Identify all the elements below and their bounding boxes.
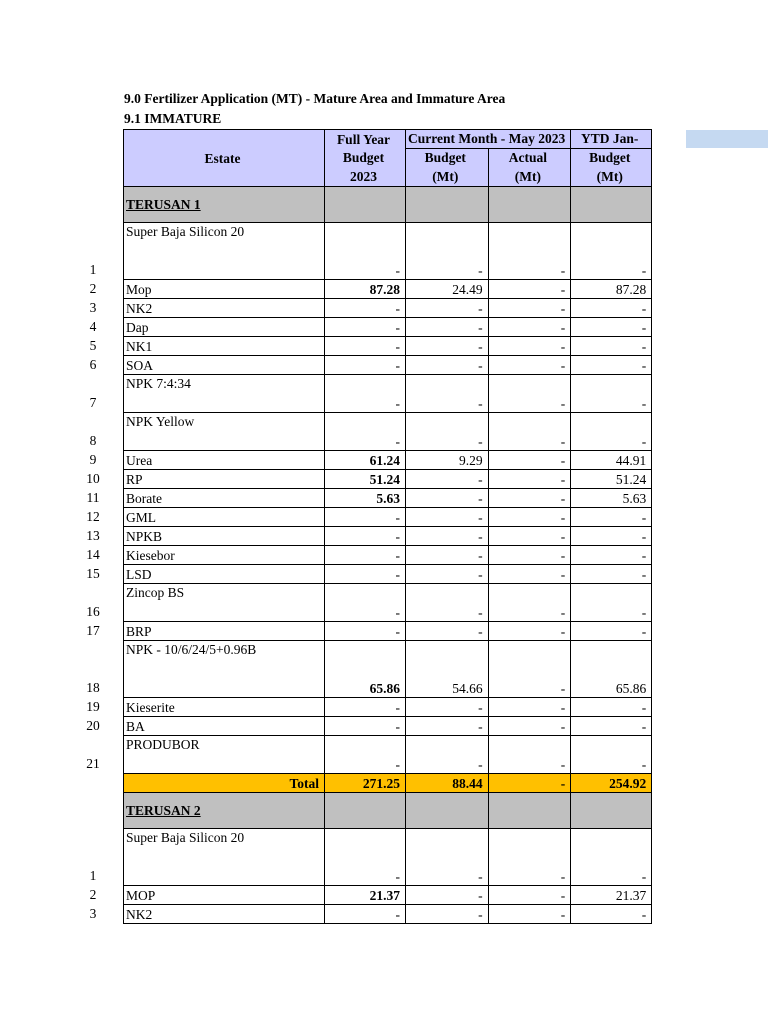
current-month-budget: - [406, 829, 489, 886]
row-number: 1 [89, 261, 97, 277]
full-year-budget: - [325, 829, 406, 886]
full-year-budget: - [325, 546, 406, 565]
current-month-budget: - [406, 413, 489, 451]
row-number: 15 [86, 565, 100, 581]
full-year-budget: - [325, 527, 406, 546]
current-month-actual: - [488, 546, 571, 565]
estate-row [124, 187, 652, 223]
current-month-budget: - [406, 318, 489, 337]
row-number: 4 [89, 318, 97, 334]
table-row [124, 546, 652, 565]
fertilizer-table [123, 129, 652, 924]
row-number: 3 [89, 905, 97, 921]
header-current-month: Current Month - May 2023 [406, 130, 571, 149]
table-row [124, 337, 652, 356]
table-row [124, 641, 652, 698]
ytd-budget: - [571, 565, 652, 584]
fertilizer-name: Kiesebor [124, 546, 325, 565]
current-month-actual: - [488, 905, 571, 924]
estate-row-cell [406, 793, 489, 829]
ytd-budget: - [571, 622, 652, 641]
current-month-budget: - [406, 886, 489, 905]
full-year-budget: 65.86 [325, 641, 406, 698]
fertilizer-name: GML [124, 508, 325, 527]
current-month-actual: - [488, 622, 571, 641]
fertilizer-name: BRP [124, 622, 325, 641]
header-ytd-budget: Budget [571, 148, 652, 167]
estate-row-cell [325, 793, 406, 829]
estate-row-cell [325, 187, 406, 223]
full-year-budget: - [325, 905, 406, 924]
row-number: 13 [86, 527, 100, 543]
current-month-budget: - [406, 565, 489, 584]
ytd-budget: - [571, 375, 652, 413]
ytd-budget: - [571, 299, 652, 318]
ytd-budget: - [571, 527, 652, 546]
ytd-budget: 44.91 [571, 451, 652, 470]
table-row [124, 905, 652, 924]
current-month-actual: - [488, 451, 571, 470]
fertilizer-name: NK1 [124, 337, 325, 356]
header-full-year-3: 2023 [325, 167, 406, 187]
header-unit: (Mt) [406, 167, 489, 187]
fertilizer-name: RP [124, 470, 325, 489]
total-cm-budget: 88.44 [406, 774, 489, 793]
fertilizer-name: SOA [124, 356, 325, 375]
current-month-budget: - [406, 356, 489, 375]
estate-name: TERUSAN 2 [124, 793, 325, 829]
row-number: 11 [86, 489, 100, 505]
full-year-budget: - [325, 584, 406, 622]
current-month-actual: - [488, 829, 571, 886]
current-month-actual: - [488, 527, 571, 546]
ytd-budget: - [571, 337, 652, 356]
ytd-budget: - [571, 829, 652, 886]
current-month-actual: - [488, 337, 571, 356]
current-month-actual: - [488, 565, 571, 584]
current-month-actual: - [488, 886, 571, 905]
table-row [124, 717, 652, 736]
table-row [124, 736, 652, 774]
row-number: 2 [89, 886, 97, 902]
full-year-budget: - [325, 413, 406, 451]
ytd-budget: - [571, 698, 652, 717]
ytd-budget: - [571, 508, 652, 527]
full-year-budget: - [325, 736, 406, 774]
full-year-budget: - [325, 565, 406, 584]
ytd-budget: 87.28 [571, 280, 652, 299]
ytd-budget: - [571, 413, 652, 451]
fertilizer-name: Mop [124, 280, 325, 299]
ytd-budget: - [571, 546, 652, 565]
full-year-budget: 21.37 [325, 886, 406, 905]
estate-name: TERUSAN 1 [124, 187, 325, 223]
table-row [124, 413, 652, 451]
row-number: 3 [89, 299, 97, 315]
ytd-budget: - [571, 223, 652, 280]
header-full-year-1: Full Year [325, 130, 406, 149]
full-year-budget: - [325, 698, 406, 717]
current-month-budget: - [406, 470, 489, 489]
full-year-budget: - [325, 356, 406, 375]
full-year-budget: - [325, 337, 406, 356]
total-cm-actual: - [488, 774, 571, 793]
current-month-actual: - [488, 508, 571, 527]
table-row [124, 886, 652, 905]
row-number: 9 [89, 451, 97, 467]
estate-row-cell [488, 187, 571, 223]
header-unit: (Mt) [571, 167, 652, 187]
full-year-budget: - [325, 375, 406, 413]
ytd-budget: - [571, 318, 652, 337]
fertilizer-name: MOP [124, 886, 325, 905]
full-year-budget: - [325, 223, 406, 280]
fertilizer-name: Zincop BS [124, 584, 325, 622]
table-row [124, 622, 652, 641]
current-month-actual: - [488, 299, 571, 318]
fertilizer-name: Super Baja Silicon 20 [124, 223, 325, 280]
header-cm-actual: Actual [488, 148, 571, 167]
row-number: 5 [89, 337, 97, 353]
header-cm-budget: Budget [406, 148, 489, 167]
row-number: 20 [86, 717, 100, 733]
ytd-budget: 21.37 [571, 886, 652, 905]
current-month-budget: 24.49 [406, 280, 489, 299]
ytd-budget: - [571, 584, 652, 622]
current-month-budget: - [406, 489, 489, 508]
current-month-actual: - [488, 280, 571, 299]
fertilizer-name: NK2 [124, 905, 325, 924]
fertilizer-name: Urea [124, 451, 325, 470]
table-row [124, 299, 652, 318]
row-number: 6 [89, 356, 97, 372]
full-year-budget: 51.24 [325, 470, 406, 489]
row-number: 8 [89, 432, 97, 448]
table-row [124, 451, 652, 470]
estate-row-cell [406, 187, 489, 223]
current-month-budget: 54.66 [406, 641, 489, 698]
row-number: 7 [89, 394, 97, 410]
table-row [124, 375, 652, 413]
fertilizer-name: NPK 7:4:34 [124, 375, 325, 413]
table-row [124, 565, 652, 584]
fertilizer-name: NPK Yellow [124, 413, 325, 451]
header-full-year-2: Budget [325, 148, 406, 167]
current-month-actual: - [488, 698, 571, 717]
current-month-budget: - [406, 299, 489, 318]
fertilizer-name: NK2 [124, 299, 325, 318]
table-row [124, 829, 652, 886]
current-month-actual: - [488, 736, 571, 774]
full-year-budget: 87.28 [325, 280, 406, 299]
table-row [124, 698, 652, 717]
table-row [124, 223, 652, 280]
full-year-budget: - [325, 622, 406, 641]
full-year-budget: 61.24 [325, 451, 406, 470]
header-unit: (Mt) [488, 167, 571, 187]
estate-row-cell [571, 793, 652, 829]
total-row [124, 774, 652, 793]
estate-row-cell [571, 187, 652, 223]
ytd-budget: - [571, 905, 652, 924]
current-month-budget: - [406, 223, 489, 280]
ytd-budget: 51.24 [571, 470, 652, 489]
current-month-budget: - [406, 527, 489, 546]
table-row [124, 508, 652, 527]
ytd-budget: 5.63 [571, 489, 652, 508]
fertilizer-name: BA [124, 717, 325, 736]
total-ytd: 254.92 [571, 774, 652, 793]
current-month-budget: - [406, 508, 489, 527]
ytd-budget: - [571, 717, 652, 736]
current-month-budget: - [406, 736, 489, 774]
row-number: 18 [86, 679, 100, 695]
current-month-actual: - [488, 223, 571, 280]
header-estate: Estate [124, 130, 325, 187]
table-row [124, 489, 652, 508]
total-label: Total [124, 774, 325, 793]
estate-row [124, 793, 652, 829]
subsection-title: 9.1 IMMATURE [124, 111, 222, 126]
fertilizer-name: LSD [124, 565, 325, 584]
fertilizer-name: PRODUBOR [124, 736, 325, 774]
fertilizer-name: Dap [124, 318, 325, 337]
section-title: 9.0 Fertilizer Application (MT) - Mature Area and Immature Area [124, 91, 506, 106]
row-number: 21 [86, 755, 100, 771]
table-row [124, 584, 652, 622]
full-year-budget: - [325, 299, 406, 318]
full-year-budget: - [325, 717, 406, 736]
fertilizer-name: NPKB [124, 527, 325, 546]
table-row [124, 280, 652, 299]
full-year-budget: - [325, 508, 406, 527]
current-month-actual: - [488, 470, 571, 489]
header-overflow-strip [686, 130, 768, 148]
table-row [124, 527, 652, 546]
current-month-budget: - [406, 584, 489, 622]
current-month-budget: - [406, 375, 489, 413]
fertilizer-name: Kieserite [124, 698, 325, 717]
fertilizer-name: Super Baja Silicon 20 [124, 829, 325, 886]
fertilizer-name: Borate [124, 489, 325, 508]
current-month-actual: - [488, 584, 571, 622]
current-month-actual: - [488, 717, 571, 736]
full-year-budget: 5.63 [325, 489, 406, 508]
current-month-budget: - [406, 905, 489, 924]
row-number: 14 [86, 546, 100, 562]
current-month-budget: - [406, 337, 489, 356]
header-ytd: YTD Jan- [571, 130, 652, 149]
current-month-actual: - [488, 641, 571, 698]
ytd-budget: - [571, 356, 652, 375]
ytd-budget: 65.86 [571, 641, 652, 698]
row-number: 19 [86, 698, 100, 714]
current-month-actual: - [488, 318, 571, 337]
current-month-budget: 9.29 [406, 451, 489, 470]
row-number: 16 [86, 603, 100, 619]
table-row [124, 470, 652, 489]
row-number: 10 [86, 470, 100, 486]
row-number: 12 [86, 508, 100, 524]
current-month-actual: - [488, 489, 571, 508]
table-row [124, 356, 652, 375]
row-number: 17 [86, 622, 100, 638]
current-month-budget: - [406, 546, 489, 565]
table-row [124, 318, 652, 337]
current-month-actual: - [488, 413, 571, 451]
full-year-budget: - [325, 318, 406, 337]
current-month-budget: - [406, 717, 489, 736]
row-number: 1 [89, 867, 97, 883]
current-month-actual: - [488, 375, 571, 413]
total-full-year: 271.25 [325, 774, 406, 793]
current-month-actual: - [488, 356, 571, 375]
current-month-budget: - [406, 698, 489, 717]
current-month-budget: - [406, 622, 489, 641]
fertilizer-name: NPK - 10/6/24/5+0.96B [124, 641, 325, 698]
estate-row-cell [488, 793, 571, 829]
ytd-budget: - [571, 736, 652, 774]
row-number: 2 [89, 280, 97, 296]
